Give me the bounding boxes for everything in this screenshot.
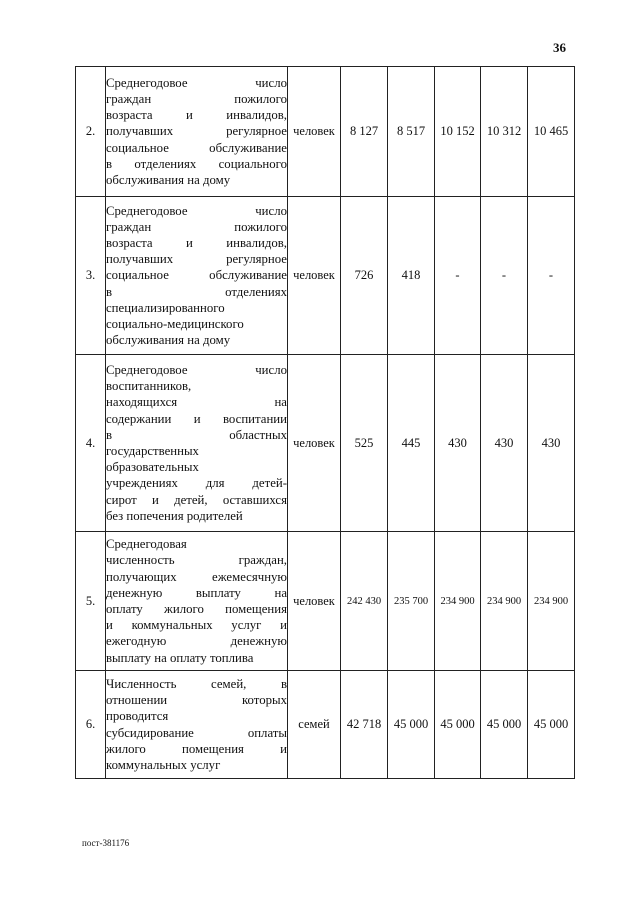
row-number: 6. xyxy=(76,671,106,779)
description-line: в отделениях xyxy=(106,284,287,299)
description-line: оплату жилого помещения xyxy=(106,602,287,616)
table-row xyxy=(76,197,575,355)
row-number: 3. xyxy=(76,197,106,355)
description-line: коммунальных услуг xyxy=(106,757,221,772)
value-cell: 430 xyxy=(435,355,481,532)
description-line: Среднегодовая xyxy=(106,537,187,552)
row-number: 4. xyxy=(76,355,106,532)
table-row xyxy=(76,671,575,779)
description-line: в областных xyxy=(106,427,287,442)
description-line: обслуживания на дому xyxy=(106,173,231,187)
value-cell: - xyxy=(435,197,481,355)
value-cell: - xyxy=(481,197,528,355)
description-line: социальное обслуживание xyxy=(106,140,287,155)
description-line: получавших регулярное xyxy=(106,252,287,267)
page-number: 36 xyxy=(553,40,566,55)
indicator-description xyxy=(106,671,288,779)
value-cell: 10 152 xyxy=(435,67,481,197)
row-number: 2. xyxy=(76,67,106,197)
description-line: возраста и инвалидов, xyxy=(106,108,287,123)
value-cell: - xyxy=(528,197,575,355)
value-cell: 242 430 xyxy=(341,532,388,671)
value-cell: 726 xyxy=(341,197,388,355)
description-line: отношении которых xyxy=(106,693,287,708)
description-line: социальное обслуживание xyxy=(106,268,287,283)
table-row xyxy=(76,67,575,197)
indicator-description xyxy=(106,355,288,532)
document-code: пост-381176 xyxy=(82,838,130,848)
value-cell: 8 127 xyxy=(341,67,388,197)
unit-of-measure: семей xyxy=(288,671,341,779)
description-line: содержании и воспитании xyxy=(106,411,287,426)
description-line: воспитанников, xyxy=(106,379,192,394)
description-line: численность граждан, xyxy=(106,553,287,568)
value-cell: 418 xyxy=(388,197,435,355)
description-line: в отделениях социального xyxy=(106,156,287,171)
description-line: специализированного xyxy=(106,300,225,315)
value-cell: 10 465 xyxy=(528,67,575,197)
description-line: выплату на оплату топлива xyxy=(106,650,254,665)
value-cell: 42 718 xyxy=(341,671,388,779)
indicator-description xyxy=(106,197,288,355)
value-cell: 430 xyxy=(528,355,575,532)
description-line: учреждениях для детей- xyxy=(106,476,287,491)
description-line: находящихся на xyxy=(106,395,287,410)
value-cell: 235 700 xyxy=(388,532,435,671)
value-cell: 45 000 xyxy=(528,671,575,779)
description-line: субсидирование оплаты xyxy=(106,725,287,740)
unit-of-measure: человек xyxy=(288,197,341,355)
description-line: проводится xyxy=(106,709,169,724)
value-cell: 45 000 xyxy=(435,671,481,779)
value-cell: 45 000 xyxy=(481,671,528,779)
value-cell: 8 517 xyxy=(388,67,435,197)
description-line: граждан пожилого xyxy=(106,219,287,234)
indicator-table xyxy=(75,66,575,779)
indicator-description xyxy=(106,532,288,671)
value-cell: 234 900 xyxy=(481,532,528,671)
indicator-description xyxy=(106,67,288,197)
description-line: Численность семей, в xyxy=(106,676,287,691)
value-cell: 430 xyxy=(481,355,528,532)
description-line: социально-медицинского xyxy=(106,317,244,331)
description-line: получавших регулярное xyxy=(106,124,287,139)
description-line: образовательных xyxy=(106,460,199,475)
unit-of-measure: человек xyxy=(288,532,341,671)
description-line: Среднегодовое число xyxy=(106,75,287,90)
value-cell: 10 312 xyxy=(481,67,528,197)
table-row xyxy=(76,532,575,671)
description-line: сирот и детей, оставшихся xyxy=(106,492,287,507)
value-cell: 234 900 xyxy=(435,532,481,671)
description-line: обслуживания на дому xyxy=(106,333,231,348)
description-line: граждан пожилого xyxy=(106,91,287,106)
description-line: получающих ежемесячную xyxy=(106,569,287,584)
description-line: ежегодную денежную xyxy=(106,634,287,649)
value-cell: 525 xyxy=(341,355,388,532)
description-line: без попечения родителей xyxy=(106,508,243,523)
value-cell: 234 900 xyxy=(528,532,575,671)
table-row xyxy=(76,355,575,532)
value-cell: 445 xyxy=(388,355,435,532)
description-line: и коммунальных услуг и xyxy=(106,618,287,633)
description-line: Среднегодовое число xyxy=(106,362,287,377)
description-line: Среднегодовое число xyxy=(106,203,287,218)
row-number: 5. xyxy=(76,532,106,671)
unit-of-measure: человек xyxy=(288,67,341,197)
description-line: жилого помещения и xyxy=(106,741,287,756)
value-cell: 45 000 xyxy=(388,671,435,779)
description-line: возраста и инвалидов, xyxy=(106,235,287,250)
description-line: государственных xyxy=(106,444,199,458)
unit-of-measure: человек xyxy=(288,355,341,532)
description-line: денежную выплату на xyxy=(106,585,287,600)
